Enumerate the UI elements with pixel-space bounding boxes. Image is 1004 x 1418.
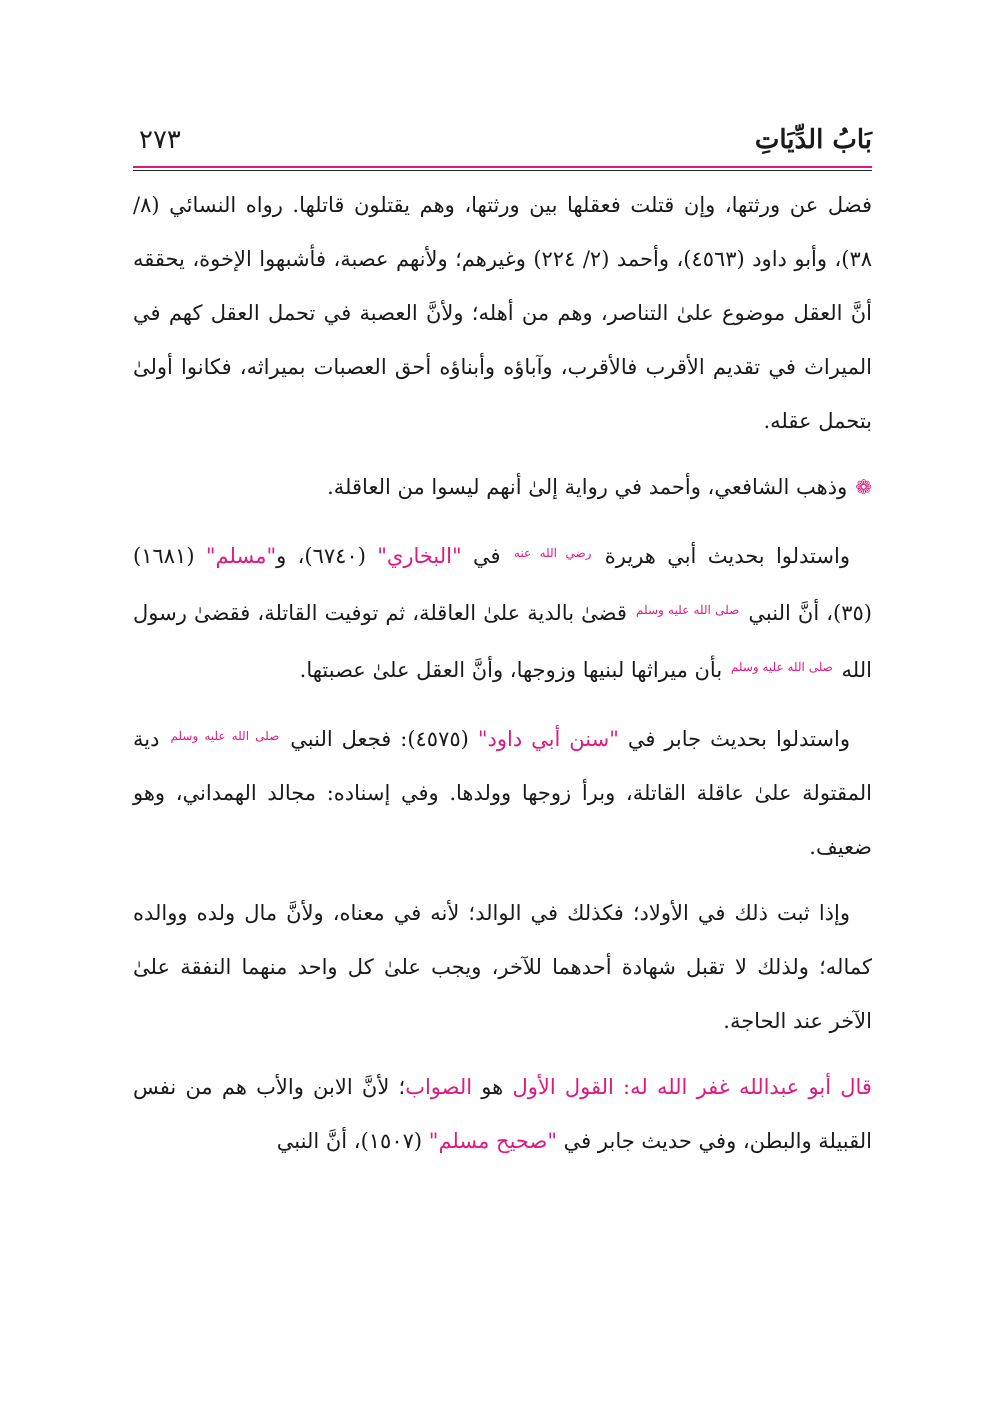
reference-bukhari: "البخاري" [377,544,462,568]
p3-s2: في [473,544,501,568]
p3-s5: قضىٰ بالدية علىٰ العاقلة، ثم توفيت القاتلة، فقضىٰ رسول الله [133,601,872,682]
chapter-title: بَابُ الدِّيَاتِ [754,125,872,155]
header-rule-pink [133,166,872,168]
p4-s1: واستدلوا بحديث جابر في [627,727,850,751]
p3-s4: (١٦٨١) (٣٥)، أنَّ النبي [133,544,872,625]
reference-muslim: "مسلم" [205,544,277,568]
flower-icon: ❁ [855,475,872,499]
honorific-glyph: رضي الله عنه [513,546,592,560]
paragraph-3 [133,526,872,697]
p4-s3: دية المقتولة علىٰ عاقلة القاتلة، وبرأ زوجها وولدها. وفي إسناده: مجالد الهمداني، وهو ضعيف. [133,727,872,859]
paragraph-2-text: وذهب الشافعي، وأحمد في رواية إلىٰ أنهم ليسوا من العاقلة. [327,475,848,499]
verdict-first-opinion: القول الأول [512,1075,614,1099]
page-number: ٢٧٣ [139,125,181,155]
p3-s3: (٦٧٤٠)، و [276,544,366,568]
paragraph-5 [133,886,872,1048]
body-text [133,178,872,1180]
paragraph-4 [133,709,872,874]
reference-abu-dawud: "سنن أبي داود" [477,727,619,751]
honorific-glyph: صلى الله عليه وسلم [730,660,833,674]
page-header [133,118,872,166]
p3-s6: بأن ميراثها لبنيها وزوجها، وأنَّ العقل علىٰ عصبتها. [299,658,723,682]
paragraph-1 [133,178,872,448]
paragraph-6 [133,1060,872,1168]
p4-s2: (٤٥٧٥): فجعل النبي [290,727,469,751]
honorific-glyph: صلى الله عليه وسلم [170,729,280,743]
verdict-correct: الصواب [405,1075,473,1099]
p6-s3: (١٥٠٧)، أنَّ النبي [276,1129,423,1153]
paragraph-1-text: فضل عن ورثتها، وإن قتلت فعقلها بين ورثتها، وهم يقتلون قاتلها. رواه النسائي (٨/ ٣٨)، وأبو داود (٤٥٦٣)، وأحمد (٢/ ٢٢٤) وغيرهم؛ ولأنهم عصبة، فأشبهوا الإخوة، يحققه أنَّ العقل موضوع علىٰ التناصر، وهم من أهله؛ ولأنَّ العصبة في تحمل العقل كهم في الميراث في تقديم الأقرب فالأقرب، وآباؤه وأبناؤه أحق العصبات بميراثه، فكانوا أولىٰ بتحمل عقله. [133,193,873,433]
author-statement: قال أبو عبدالله غفر الله له: [623,1075,872,1099]
p3-s1: واستدلوا بحديث أبي هريرة [604,544,850,568]
paragraph-2 [133,460,872,514]
p6-s1: هو [481,1075,504,1099]
header-rule-black [133,170,872,171]
paragraph-5-text: وإذا ثبت ذلك في الأولاد؛ فكذلك في الوالد؛ لأنه في معناه، ولأنَّ مال ولده ووالده كماله؛ ولذلك لا تقبل شهادة أحدهما للآخر، ويجب علىٰ كل واحد منهما النفقة علىٰ الآخر عند الحاجة. [133,901,872,1033]
p6-s2: ؛ لأنَّ الابن والأب هم من نفس القبيلة والبطن، وفي حديث جابر في [133,1075,872,1153]
honorific-glyph: صلى الله عليه وسلم [636,603,740,617]
reference-sahih-muslim: "صحيح مسلم" [428,1129,557,1153]
